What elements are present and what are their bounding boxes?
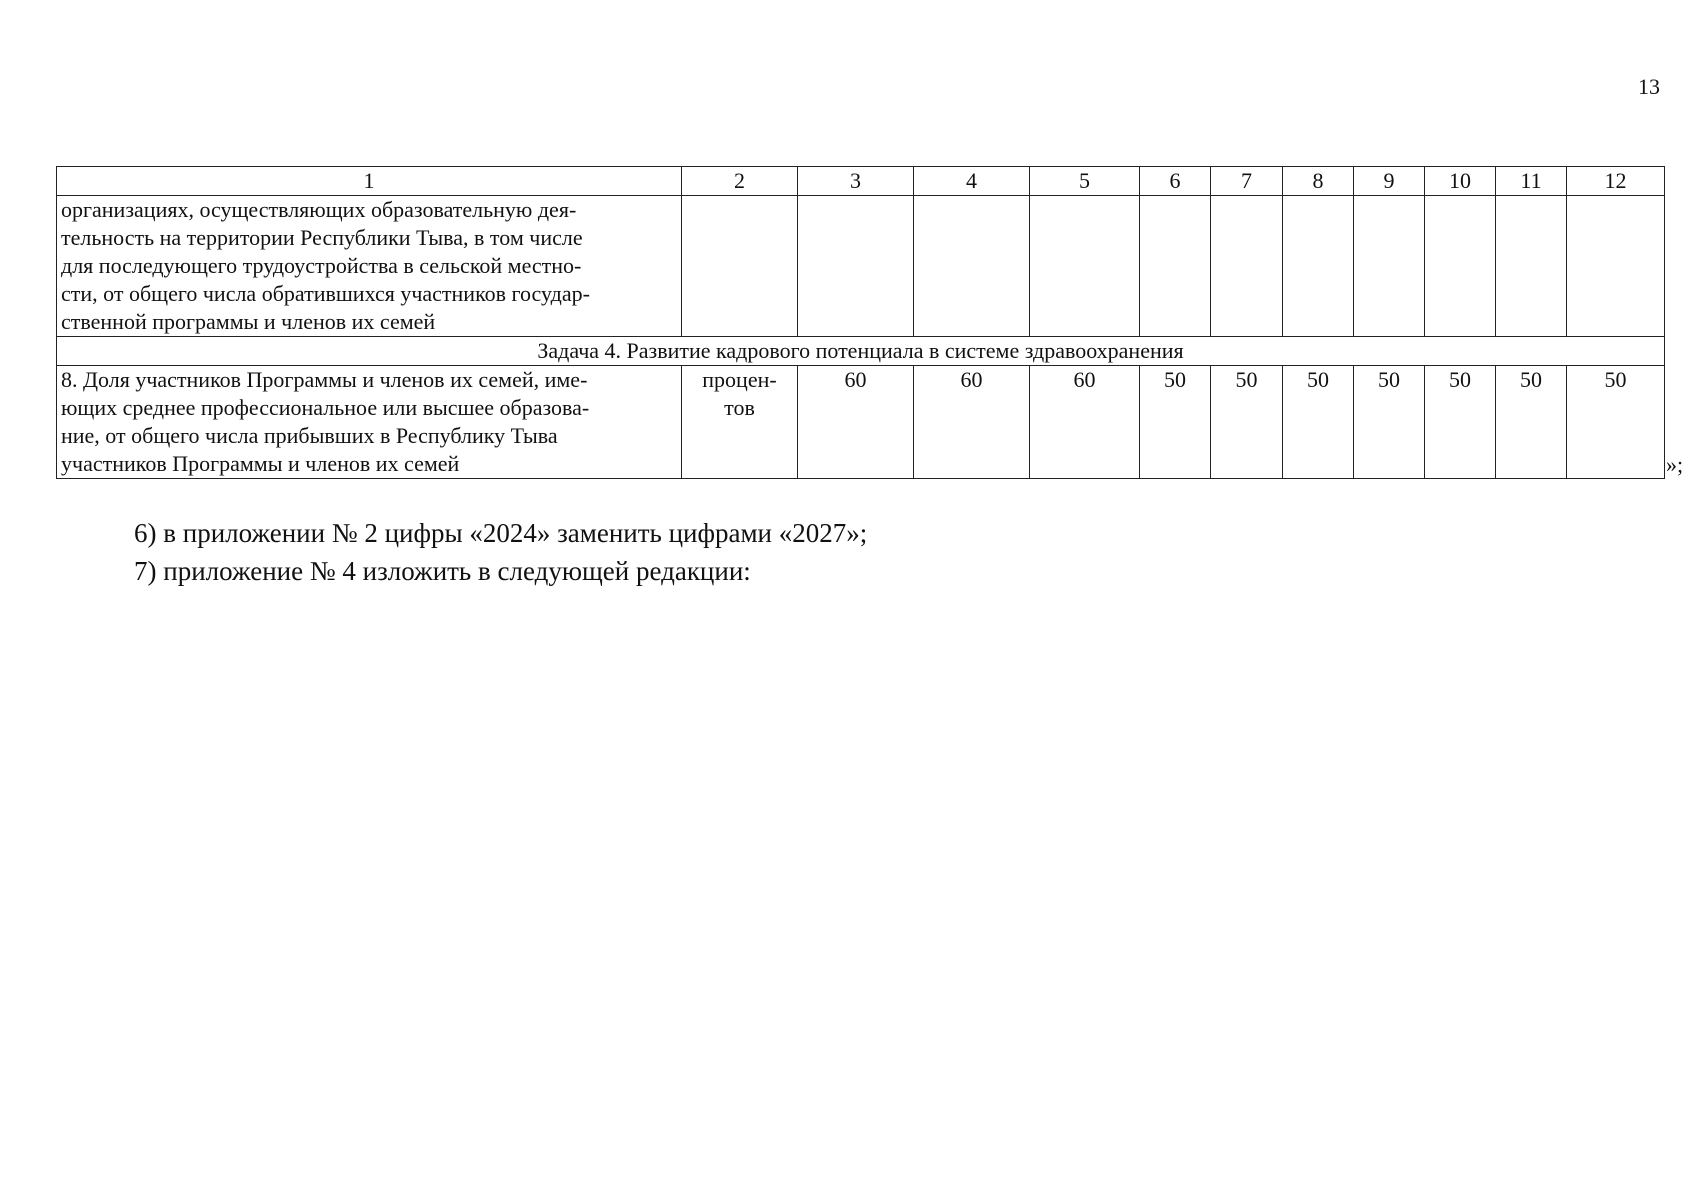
task-heading: Задача 4. Развитие кадрового потенциала в системе здравоохранения: [57, 337, 1665, 366]
column-header: 11: [1496, 167, 1567, 196]
closing-quote: »;: [1666, 452, 1684, 477]
empty-cell: [1567, 196, 1665, 337]
table-header-row: [57, 167, 1665, 196]
empty-cell: [1425, 196, 1496, 337]
column-header: 7: [1211, 167, 1283, 196]
text-line: ственной программы и членов их семей: [61, 309, 436, 334]
text-line: для последующего трудоустройства в сельской местно-: [61, 253, 582, 278]
value-cell: 50: [1211, 366, 1283, 479]
value-cell: 60: [1030, 366, 1140, 479]
table-row: [57, 196, 1665, 337]
empty-cell: [1496, 196, 1567, 337]
text-line: организациях, осуществляющих образовательную дея-: [61, 197, 577, 222]
empty-cell: [798, 196, 914, 337]
empty-cell: [914, 196, 1030, 337]
value-cell: 60: [914, 366, 1030, 479]
unit-line: тов: [724, 395, 755, 420]
column-header: 5: [1030, 167, 1140, 196]
continuation-text-cell: [57, 196, 682, 337]
column-header: 1: [57, 167, 682, 196]
column-header: 3: [798, 167, 914, 196]
table-row: [57, 366, 1665, 479]
page-number: 13: [1638, 74, 1660, 99]
text-line: тельность на территории Республики Тыва, в том числе: [61, 225, 583, 250]
value-cell: 50: [1283, 366, 1354, 479]
empty-cell: [1030, 196, 1140, 337]
text-line: 8. Доля участников Программы и членов их семей, име-: [61, 367, 588, 392]
value-cell: 50: [1140, 366, 1211, 479]
indicator-name-cell: [57, 366, 682, 479]
column-header: 9: [1354, 167, 1425, 196]
empty-cell: [1211, 196, 1283, 337]
column-header: 8: [1283, 167, 1354, 196]
unit-cell: [682, 366, 798, 479]
text-line: сти, от общего числа обратившихся участников государ-: [61, 281, 590, 306]
empty-cell: [1283, 196, 1354, 337]
empty-cell: [682, 196, 798, 337]
column-header: 10: [1425, 167, 1496, 196]
unit-line: процен-: [702, 367, 777, 392]
paragraph-item-7: 7) приложение № 4 изложить в следующей редакции:: [134, 556, 751, 586]
column-header: 4: [914, 167, 1030, 196]
value-cell: 50: [1496, 366, 1567, 479]
empty-cell: [1354, 196, 1425, 337]
column-header: 12: [1567, 167, 1665, 196]
value-cell: 50: [1354, 366, 1425, 479]
text-line: ющих среднее профессиональное или высшее образова-: [61, 395, 590, 420]
empty-cell: [1140, 196, 1211, 337]
indicators-table: [56, 166, 1665, 479]
column-header: 6: [1140, 167, 1211, 196]
value-cell: 50: [1567, 366, 1665, 479]
column-header: 2: [682, 167, 798, 196]
value-cell: 50: [1425, 366, 1496, 479]
text-line: участников Программы и членов их семей: [61, 451, 460, 476]
task-row: [57, 337, 1665, 366]
paragraph-item-6: 6) в приложении № 2 цифры «2024» заменить цифрами «2027»;: [134, 518, 868, 548]
text-line: ние, от общего числа прибывших в Республику Тыва: [61, 423, 558, 448]
value-cell: 60: [798, 366, 914, 479]
